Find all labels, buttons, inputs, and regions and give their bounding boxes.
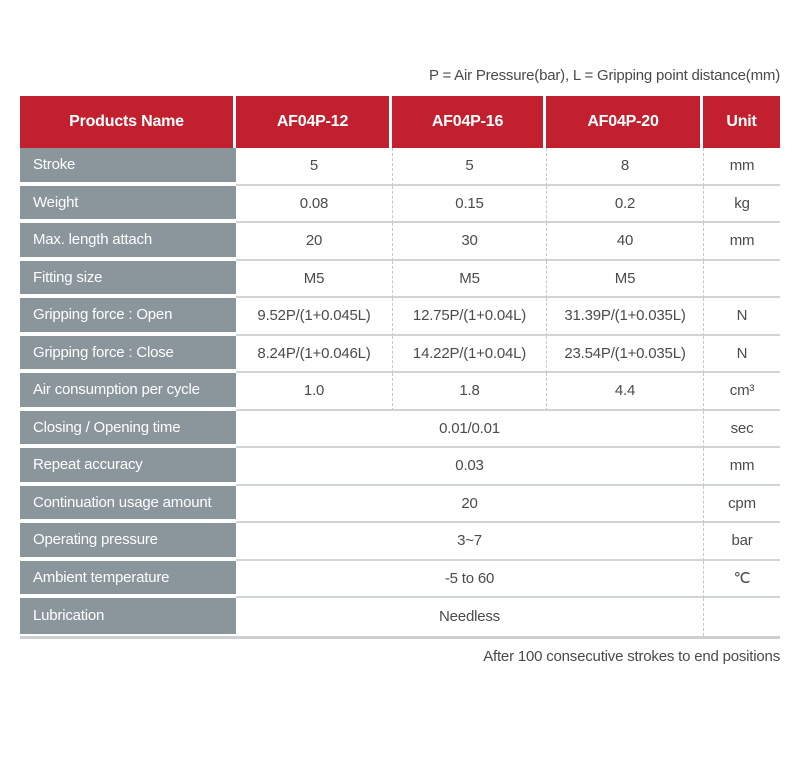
row-label: Stroke	[20, 148, 236, 186]
legend-note: P = Air Pressure(bar), L = Gripping point distance(mm)	[428, 67, 780, 84]
unit-cell: mm	[703, 448, 780, 486]
table-header-row	[20, 96, 780, 148]
row-label: Max. length attach	[20, 223, 236, 261]
value-cell: 9.52P/(1+0.045L)	[236, 298, 392, 336]
value-cell: M5	[392, 261, 546, 299]
spec-sheet	[20, 0, 780, 666]
unit-cell: mm	[703, 148, 780, 186]
value-cell: 30	[392, 223, 546, 261]
unit-cell: cm³	[703, 373, 780, 411]
value-cell: 40	[546, 223, 703, 261]
footnote: After 100 consecutive strokes to end positions	[483, 647, 780, 665]
value-cell: 12.75P/(1+0.04L)	[392, 298, 546, 336]
row-label: Gripping force : Close	[20, 336, 236, 374]
value-cell: 5	[236, 148, 392, 186]
header-af04p-20: AF04P-20	[546, 96, 703, 148]
value-cell: 4.4	[546, 373, 703, 411]
header-products-name: Products Name	[20, 96, 236, 148]
unit-cell: N	[703, 298, 780, 336]
value-cell-merged: 0.03	[236, 448, 703, 486]
value-cell: 0.08	[236, 186, 392, 224]
unit-cell: ℃	[703, 561, 780, 599]
row-label: Closing / Opening time	[20, 411, 236, 449]
unit-cell	[703, 598, 780, 636]
value-cell: 0.2	[546, 186, 703, 224]
value-cell: 1.8	[392, 373, 546, 411]
table-row-weight	[20, 186, 780, 224]
table-bottom-border	[20, 636, 780, 639]
value-cell: 0.15	[392, 186, 546, 224]
unit-cell: bar	[703, 523, 780, 561]
row-label: Ambient temperature	[20, 561, 236, 599]
row-label: Fitting size	[20, 261, 236, 299]
table-row-lubrication	[20, 598, 780, 636]
row-label: Air consumption per cycle	[20, 373, 236, 411]
table-row-fitting-size	[20, 261, 780, 299]
table-row-continuation-usage	[20, 486, 780, 524]
value-cell: M5	[546, 261, 703, 299]
header-unit: Unit	[703, 96, 780, 148]
table-row-air-consumption	[20, 373, 780, 411]
unit-cell: kg	[703, 186, 780, 224]
value-cell-merged: 0.01/0.01	[236, 411, 703, 449]
table-row-gripping-force-close	[20, 336, 780, 374]
value-cell: 8	[546, 148, 703, 186]
value-cell: 20	[236, 223, 392, 261]
value-cell: 8.24P/(1+0.046L)	[236, 336, 392, 374]
value-cell-merged: -5 to 60	[236, 561, 703, 599]
table-row-gripping-force-open	[20, 298, 780, 336]
unit-cell: sec	[703, 411, 780, 449]
value-cell: M5	[236, 261, 392, 299]
unit-cell	[703, 261, 780, 299]
value-cell: 23.54P/(1+0.035L)	[546, 336, 703, 374]
table-row-max-length-attach	[20, 223, 780, 261]
value-cell-merged: 20	[236, 486, 703, 524]
unit-cell: N	[703, 336, 780, 374]
unit-cell: cpm	[703, 486, 780, 524]
row-label: Weight	[20, 186, 236, 224]
value-cell: 1.0	[236, 373, 392, 411]
row-label: Gripping force : Open	[20, 298, 236, 336]
value-cell-merged: 3~7	[236, 523, 703, 561]
row-label: Lubrication	[20, 598, 236, 636]
table-row-repeat-accuracy	[20, 448, 780, 486]
table-row-ambient-temperature	[20, 561, 780, 599]
value-cell: 5	[392, 148, 546, 186]
value-cell: 14.22P/(1+0.04L)	[392, 336, 546, 374]
table-row-closing-opening-time	[20, 411, 780, 449]
value-cell: 31.39P/(1+0.035L)	[546, 298, 703, 336]
spec-table	[20, 96, 780, 639]
table-row-operating-pressure	[20, 523, 780, 561]
table-row-stroke	[20, 148, 780, 186]
row-label: Operating pressure	[20, 523, 236, 561]
value-cell-merged: Needless	[236, 598, 703, 636]
header-af04p-16: AF04P-16	[392, 96, 546, 148]
row-label: Repeat accuracy	[20, 448, 236, 486]
row-label: Continuation usage amount	[20, 486, 236, 524]
header-af04p-12: AF04P-12	[236, 96, 392, 148]
unit-cell: mm	[703, 223, 780, 261]
